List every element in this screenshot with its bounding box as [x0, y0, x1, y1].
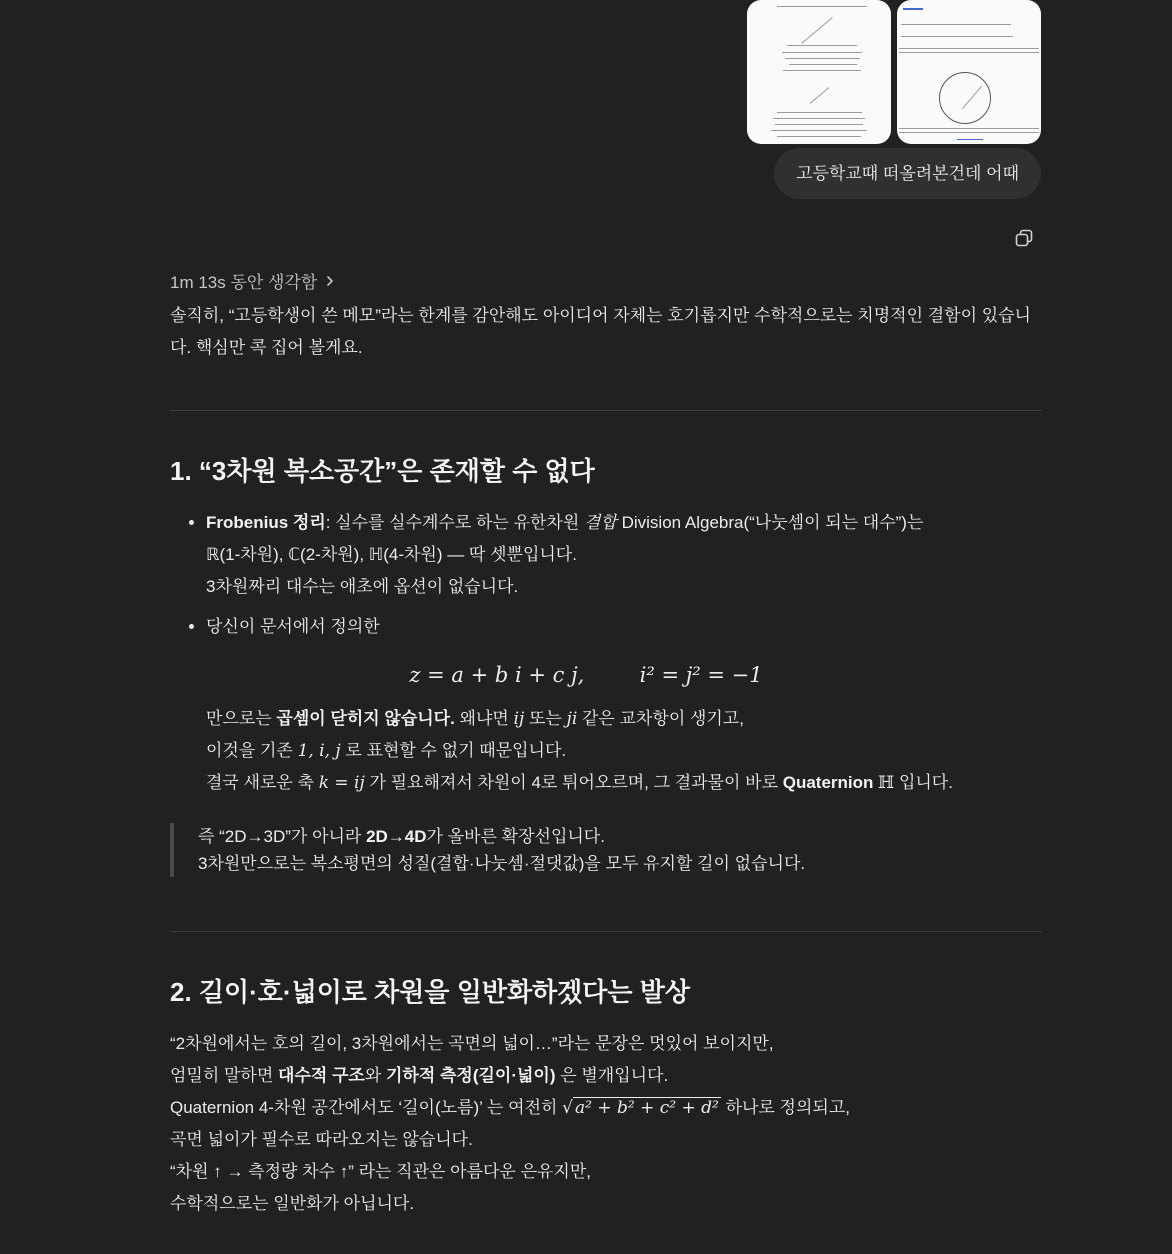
attachment-thumbnail-1[interactable]: [747, 0, 891, 144]
math-inline: ij: [513, 709, 525, 729]
bold-text: 곱셈이 닫히지 않습니다.: [276, 709, 455, 728]
math-inline: a² + b² + c² + d²: [575, 1098, 719, 1118]
formula-block: [206, 659, 1042, 691]
text: 수학적으로는 일반화가 아닙니다.: [170, 1194, 415, 1213]
text: 곡면 넓이가 필수로 따라오지는 않습니다.: [170, 1130, 473, 1149]
text: Quaternion 4-차원 공간에서도 ‘길이(노름)’ 는 여전히: [170, 1098, 563, 1117]
formula-right: i² = j² = −1: [639, 663, 763, 687]
math-inline: ji: [566, 709, 578, 729]
section2-heading: 2. 길이·호·넓이로 차원을 일반화하겠다는 발상: [170, 977, 690, 1007]
text: 로 표현할 수 없기 때문입니다.: [340, 741, 567, 760]
section2-paragraph: [170, 1028, 1042, 1220]
math-inline: 1, i, j: [297, 741, 341, 761]
text: 같은 교차항이 생기고,: [577, 709, 744, 728]
user-message-text: 고등학교때 떠올려본건데 어때: [796, 164, 1019, 183]
text: 즉 “2D→3D”가 아니라: [198, 827, 367, 846]
math-inline: k = ij: [318, 773, 365, 793]
text: 가 올바른 확장선입니다.: [426, 827, 605, 846]
list-item: [206, 507, 1042, 603]
bullet1-bold: Frobenius 정리: [206, 513, 326, 532]
bullet1-text: Division Algebra(“나눗셈이 되는 대수”)는: [616, 513, 924, 532]
text: 은 별개입니다.: [555, 1066, 669, 1085]
bullet2-intro: 당신이 문서에서 정의한: [206, 617, 380, 636]
bold-text: 기하적 측정(길이·넓이): [385, 1066, 556, 1085]
text: 하나로 정의되고,: [720, 1098, 850, 1117]
thought-label: 1m 13s 동안 생각함: [170, 273, 318, 292]
bold-text: 2D→4D: [366, 827, 427, 846]
bold-text: Quaternion: [782, 773, 874, 792]
chevron-right-icon: [325, 275, 335, 287]
text: 엄밀히 말하면: [170, 1066, 278, 1085]
divider: [170, 931, 1042, 932]
intro-paragraph: 솔직히, “고등학생이 쓴 메모”라는 한계를 감안해도 아이디어 자체는 호기롭지만 수학적으로는 치명적인 결함이 있습니다. 핵심만 콕 집어 볼게요.: [170, 306, 1031, 357]
text: “차원 ↑ → 측정량 차수 ↑” 라는 직관은 아름다운 은유지만,: [170, 1162, 591, 1181]
user-message-bubble: [774, 148, 1041, 199]
math-inline: ℍ: [878, 773, 895, 793]
math-inline-sqrt: √ a² + b² + c² + d²: [562, 1098, 719, 1118]
text: 왜냐면: [454, 709, 514, 728]
assistant-message: [170, 300, 1042, 1220]
text: 만으로는: [206, 709, 277, 728]
section1-heading: 1. “3차원 복소공간”은 존재할 수 없다: [170, 456, 595, 486]
text: 결국 새로운 축: [206, 773, 319, 792]
blockquote: [170, 823, 1042, 877]
text: 가 필요해져서 차원이 4로 튀어오르며, 그 결과물이 바로: [364, 773, 783, 792]
bullet1-italic: 결합: [584, 513, 617, 532]
text: 와: [364, 1066, 386, 1085]
bold-text: 대수적 구조: [277, 1066, 365, 1085]
list-item: [206, 611, 1042, 799]
bullet1-text: : 실수를 실수계수로 하는 유한차원: [325, 513, 584, 532]
divider: [170, 410, 1042, 411]
text: 또는: [524, 709, 567, 728]
bullet1-line2: ℝ(1-차원), ℂ(2-차원), ℍ(4-차원) — 딱 셋뿐입니다.: [206, 545, 577, 564]
attachment-thumbnail-2[interactable]: [897, 0, 1041, 144]
formula-left: z = a + b i + c j,: [409, 663, 585, 687]
text: 입니다.: [894, 773, 953, 792]
section1-list: [170, 507, 1042, 799]
copy-icon[interactable]: [1014, 228, 1034, 248]
thought-toggle[interactable]: [170, 268, 335, 293]
text: 3차원만으로는 복소평면의 성질(결합·나눗셈·절댓값)을 모두 유지할 길이 없습니다.: [198, 854, 806, 873]
bullet1-line3: 3차원짜리 대수는 애초에 옵션이 없습니다.: [206, 577, 519, 596]
text: “2차원에서는 호의 길이, 3차원에서는 곡면의 넓이…”라는 문장은 멋있어 보이지만,: [170, 1034, 774, 1053]
text: 이것을 기존: [206, 741, 298, 760]
user-attachments: [747, 0, 1041, 144]
